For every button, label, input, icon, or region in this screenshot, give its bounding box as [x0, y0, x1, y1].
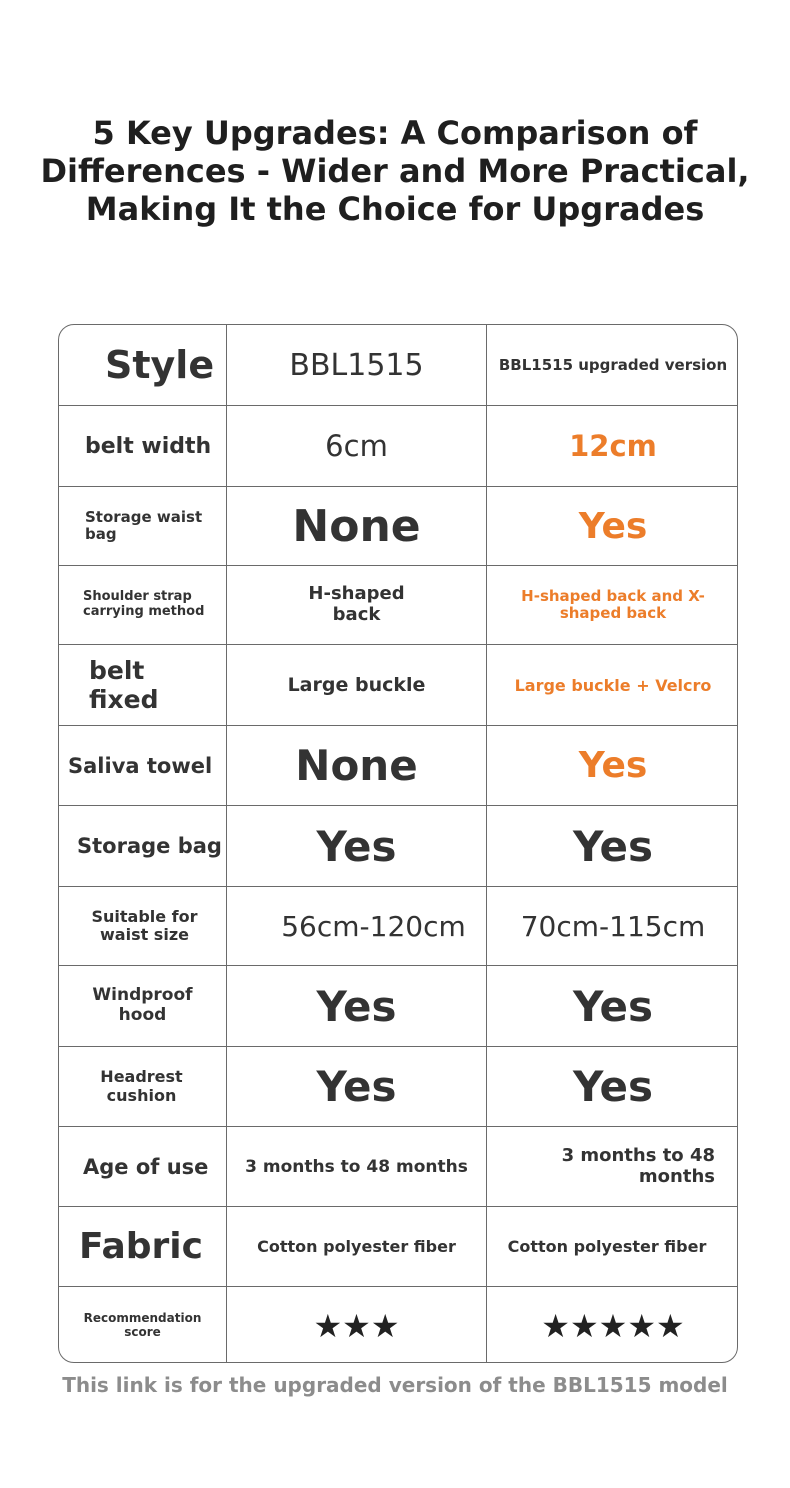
upgraded-value: Yes — [486, 1047, 738, 1126]
page-title — [0, 114, 790, 228]
original-value: 3 months to 48 months — [226, 1127, 486, 1206]
table-row — [59, 1126, 738, 1206]
feature-label: Headrest cushion — [100, 1067, 183, 1105]
table-row — [59, 565, 738, 644]
feature-label: Shoulder strap carrying method — [83, 589, 205, 619]
column-header-upgraded: BBL1515 upgraded version — [486, 325, 738, 405]
upgraded-value: H-shaped back and X-shaped back — [486, 566, 738, 644]
original-star-rating: ★★★ — [226, 1287, 486, 1363]
original-value: Large buckle — [226, 645, 486, 725]
upgraded-star-rating: ★★★★★ — [486, 1287, 738, 1363]
column-header-style: Style — [105, 343, 215, 387]
column-header-original: BBL1515 — [226, 325, 486, 405]
feature-label: Storage bag — [77, 834, 222, 858]
original-value: Cotton polyester fiber — [226, 1207, 486, 1286]
original-value: None — [226, 726, 486, 805]
table-header-row — [59, 325, 738, 405]
comparison-table — [58, 324, 738, 1363]
title-line-2: Differences - Wider and More Practical, — [40, 152, 750, 190]
upgraded-value: Yes — [486, 806, 738, 886]
table-row — [59, 1206, 738, 1286]
upgraded-value: 3 months to 48 months — [486, 1127, 738, 1206]
table-row — [59, 886, 738, 965]
feature-label: Recommendation score — [83, 1310, 202, 1339]
feature-label: belt width — [85, 433, 212, 459]
original-value: None — [226, 487, 486, 565]
feature-label: Age of use — [83, 1154, 209, 1179]
table-row — [59, 486, 738, 565]
title-line-3: Making It the Choice for Upgrades — [85, 190, 705, 228]
upgraded-value: 12cm — [486, 406, 738, 486]
upgraded-value: 70cm-115cm — [486, 887, 738, 965]
table-row — [59, 644, 738, 725]
original-value: 56cm-120cm — [226, 887, 486, 965]
original-value: H-shaped back — [226, 566, 486, 644]
feature-label: Suitable for waist size — [91, 906, 198, 944]
feature-label: Fabric — [79, 1226, 203, 1267]
footer-note: This link is for the upgraded version of the BBL1515 model — [62, 1373, 728, 1397]
feature-label: Storage waist bag — [85, 507, 203, 543]
upgraded-value: Yes — [486, 966, 738, 1046]
upgraded-value: Yes — [486, 487, 738, 565]
original-value: Yes — [226, 966, 486, 1046]
table-row — [59, 1286, 738, 1363]
feature-label: belt fixed — [89, 656, 159, 714]
table-row — [59, 1046, 738, 1126]
upgraded-value: Cotton polyester fiber — [486, 1207, 738, 1286]
original-value: 6cm — [226, 406, 486, 486]
original-value: Yes — [226, 806, 486, 886]
upgraded-value: Large buckle + Velcro — [486, 645, 738, 725]
table-row — [59, 405, 738, 486]
feature-label: Saliva towel — [68, 753, 213, 778]
table-row — [59, 965, 738, 1046]
upgraded-value: Yes — [486, 726, 738, 805]
table-row — [59, 805, 738, 886]
original-value: Yes — [226, 1047, 486, 1126]
title-line-1: 5 Key Upgrades: A Comparison of — [92, 114, 698, 152]
feature-label: Windproof hood — [92, 985, 193, 1025]
table-row — [59, 725, 738, 805]
